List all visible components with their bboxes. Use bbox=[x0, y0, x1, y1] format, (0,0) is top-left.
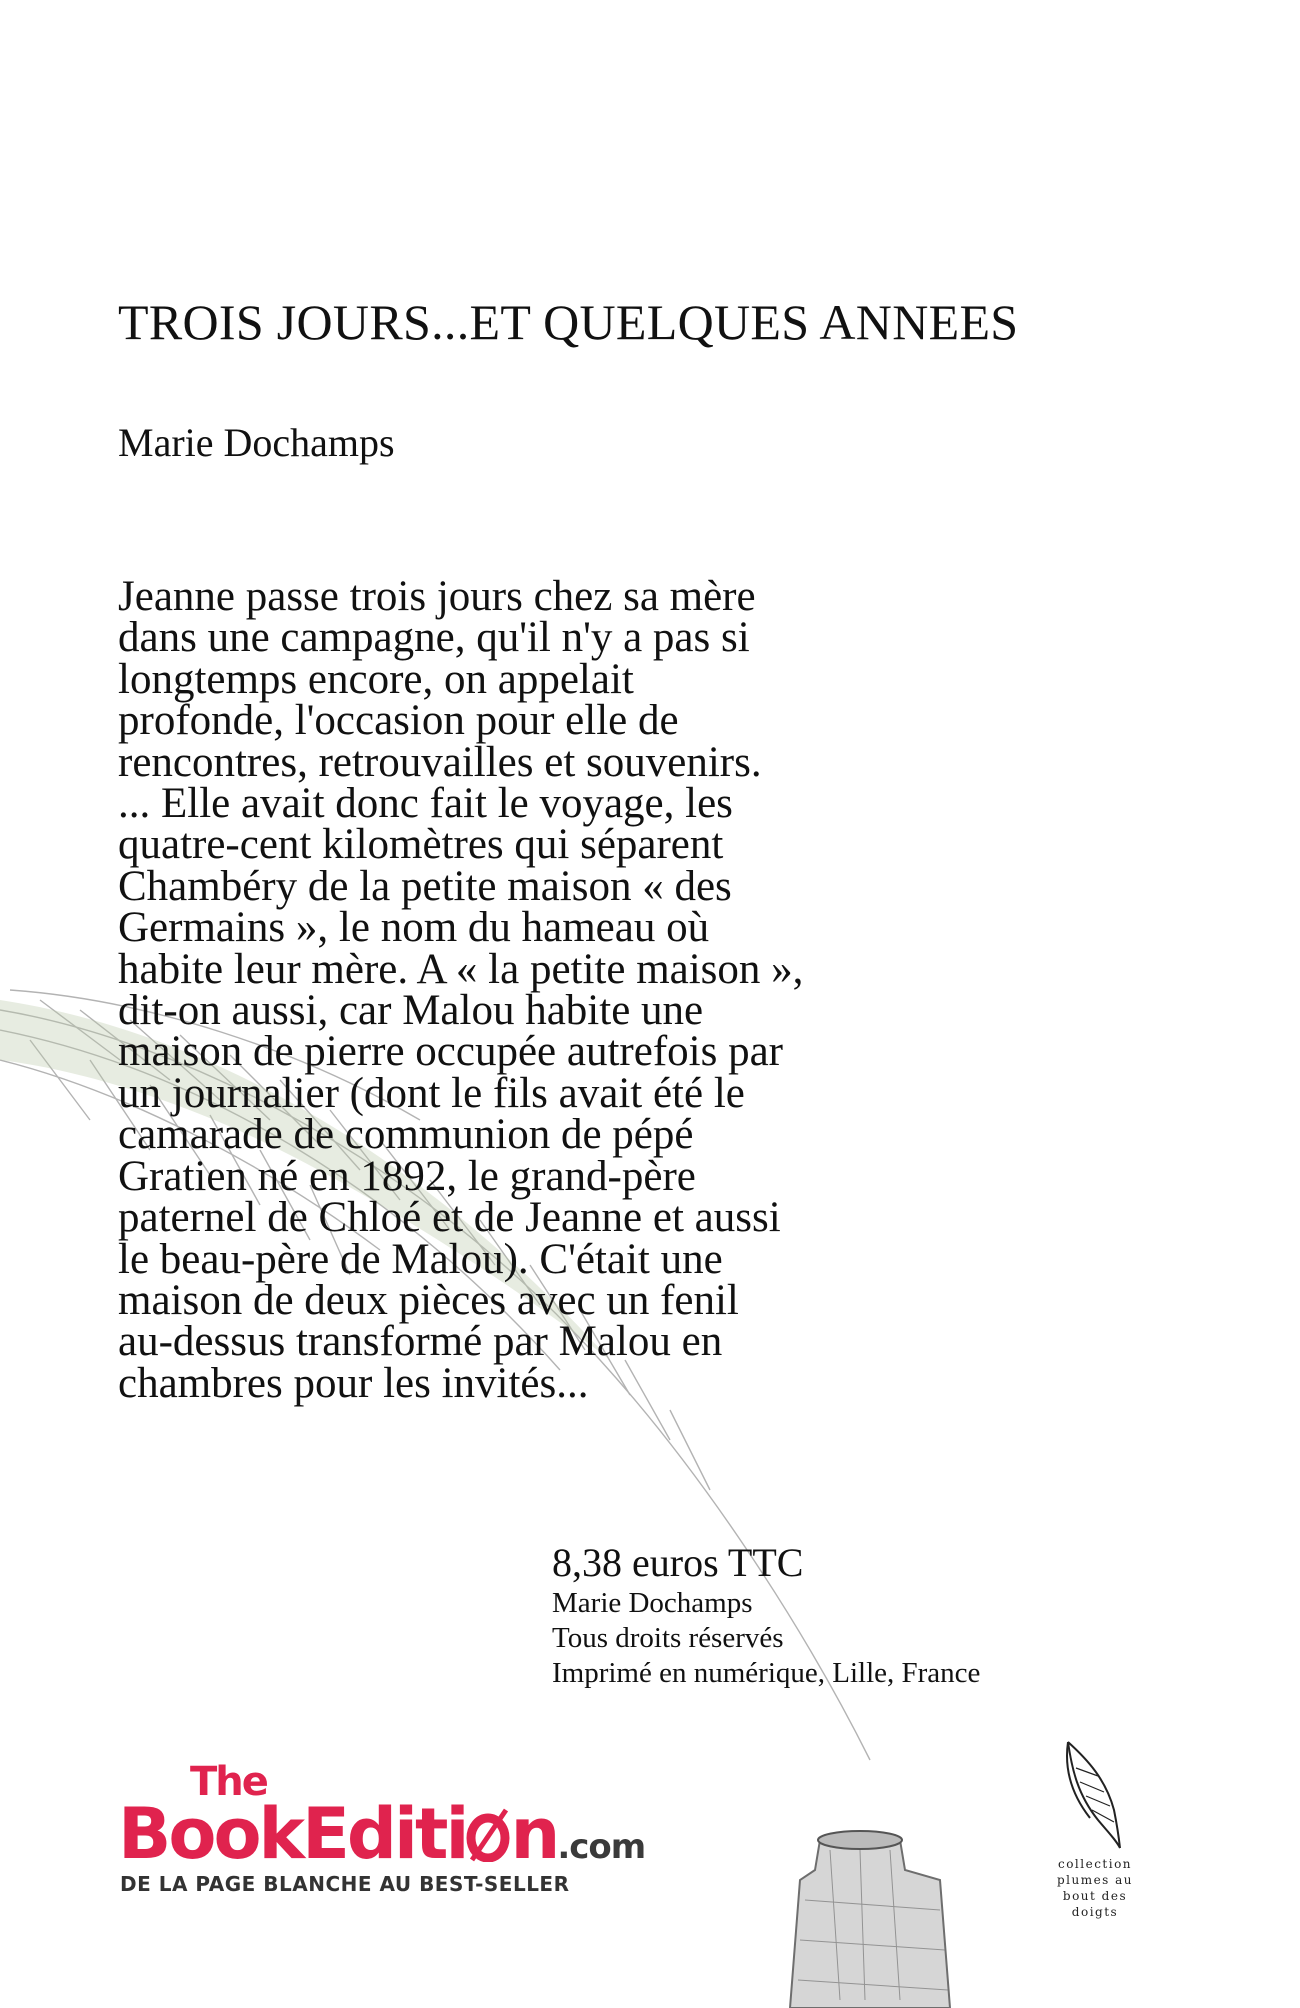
blurb-line: au-dessus transformé par Malou en bbox=[118, 1318, 723, 1366]
logo-name-part1: BookEditi bbox=[118, 1793, 467, 1875]
blurb-line: un journalier (dont le fils avait été le bbox=[118, 1069, 745, 1117]
blurb-line: profonde, l'occasion pour elle de bbox=[118, 697, 679, 745]
blurb-line: dans une campagne, qu'il n'y a pas si bbox=[118, 614, 750, 662]
blurb-line: maison de deux pièces avec un fenil bbox=[118, 1276, 739, 1324]
credit-author: Marie Dochamps bbox=[552, 1587, 753, 1619]
price-credits-block bbox=[552, 1540, 980, 1691]
collection-label bbox=[1040, 1856, 1150, 1920]
blurb-line: Jeanne passe trois jours chez sa mère bbox=[118, 573, 756, 620]
logo-tagline: DE LA PAGE BLANCHE AU BEST-SELLER bbox=[120, 1872, 570, 1896]
blurb-line: Gratien né en 1892, le grand-père bbox=[118, 1152, 696, 1200]
collection-line: collection bbox=[1057, 1857, 1133, 1871]
blurb-line: camarade de communion de pépé bbox=[118, 1111, 694, 1159]
blurb-line: Germains », le nom du hameau où bbox=[118, 904, 710, 952]
blurb-line: quatre-cent kilomètres qui séparent bbox=[118, 821, 724, 869]
blurb-line: rencontres, retrouvailles et souvenirs. bbox=[118, 738, 762, 786]
back-cover-blurb bbox=[118, 573, 978, 1407]
blurb-line: le beau-père de Malou). C'était une bbox=[118, 1235, 723, 1283]
collection-line: bout des bbox=[1062, 1889, 1128, 1903]
logo-the: The bbox=[190, 1759, 267, 1805]
blurb-line: longtemps encore, on appelait bbox=[118, 655, 634, 703]
blurb-line: habite leur mère. A « la petite maison », bbox=[118, 945, 804, 993]
logo-name-part2: n bbox=[510, 1793, 558, 1875]
blurb-line: dit-on aussi, car Malou habite une bbox=[118, 987, 704, 1035]
credit-rights: Tous droits réservés bbox=[552, 1622, 784, 1654]
collection-line: doigts bbox=[1071, 1905, 1119, 1919]
blurb-line: paternel de Chloé et de Jeanne et aussi bbox=[118, 1194, 781, 1242]
logo-domain: .com bbox=[557, 1827, 646, 1867]
price: 8,38 euros TTC bbox=[552, 1540, 804, 1585]
blurb-line: maison de pierre occupée autrefois par bbox=[118, 1028, 783, 1076]
blurb-line: ... Elle avait donc fait le voyage, les bbox=[118, 780, 733, 828]
book-author: Marie Dochamps bbox=[118, 420, 395, 465]
publisher-logo bbox=[118, 1759, 738, 1896]
logo-o-quill-icon bbox=[466, 1798, 510, 1854]
quill-feather-icon bbox=[1058, 1740, 1128, 1850]
credit-printing: Imprimé en numérique, Lille, France bbox=[552, 1657, 981, 1689]
book-title: TROIS JOURS...ET QUELQUES ANNEES bbox=[118, 294, 1019, 350]
collection-emblem bbox=[1040, 1740, 1150, 1920]
blurb-line: chambres pour les invités... bbox=[118, 1359, 589, 1407]
collection-line: plumes au bbox=[1056, 1873, 1134, 1887]
blurb-line: Chambéry de la petite maison « des bbox=[118, 862, 732, 910]
